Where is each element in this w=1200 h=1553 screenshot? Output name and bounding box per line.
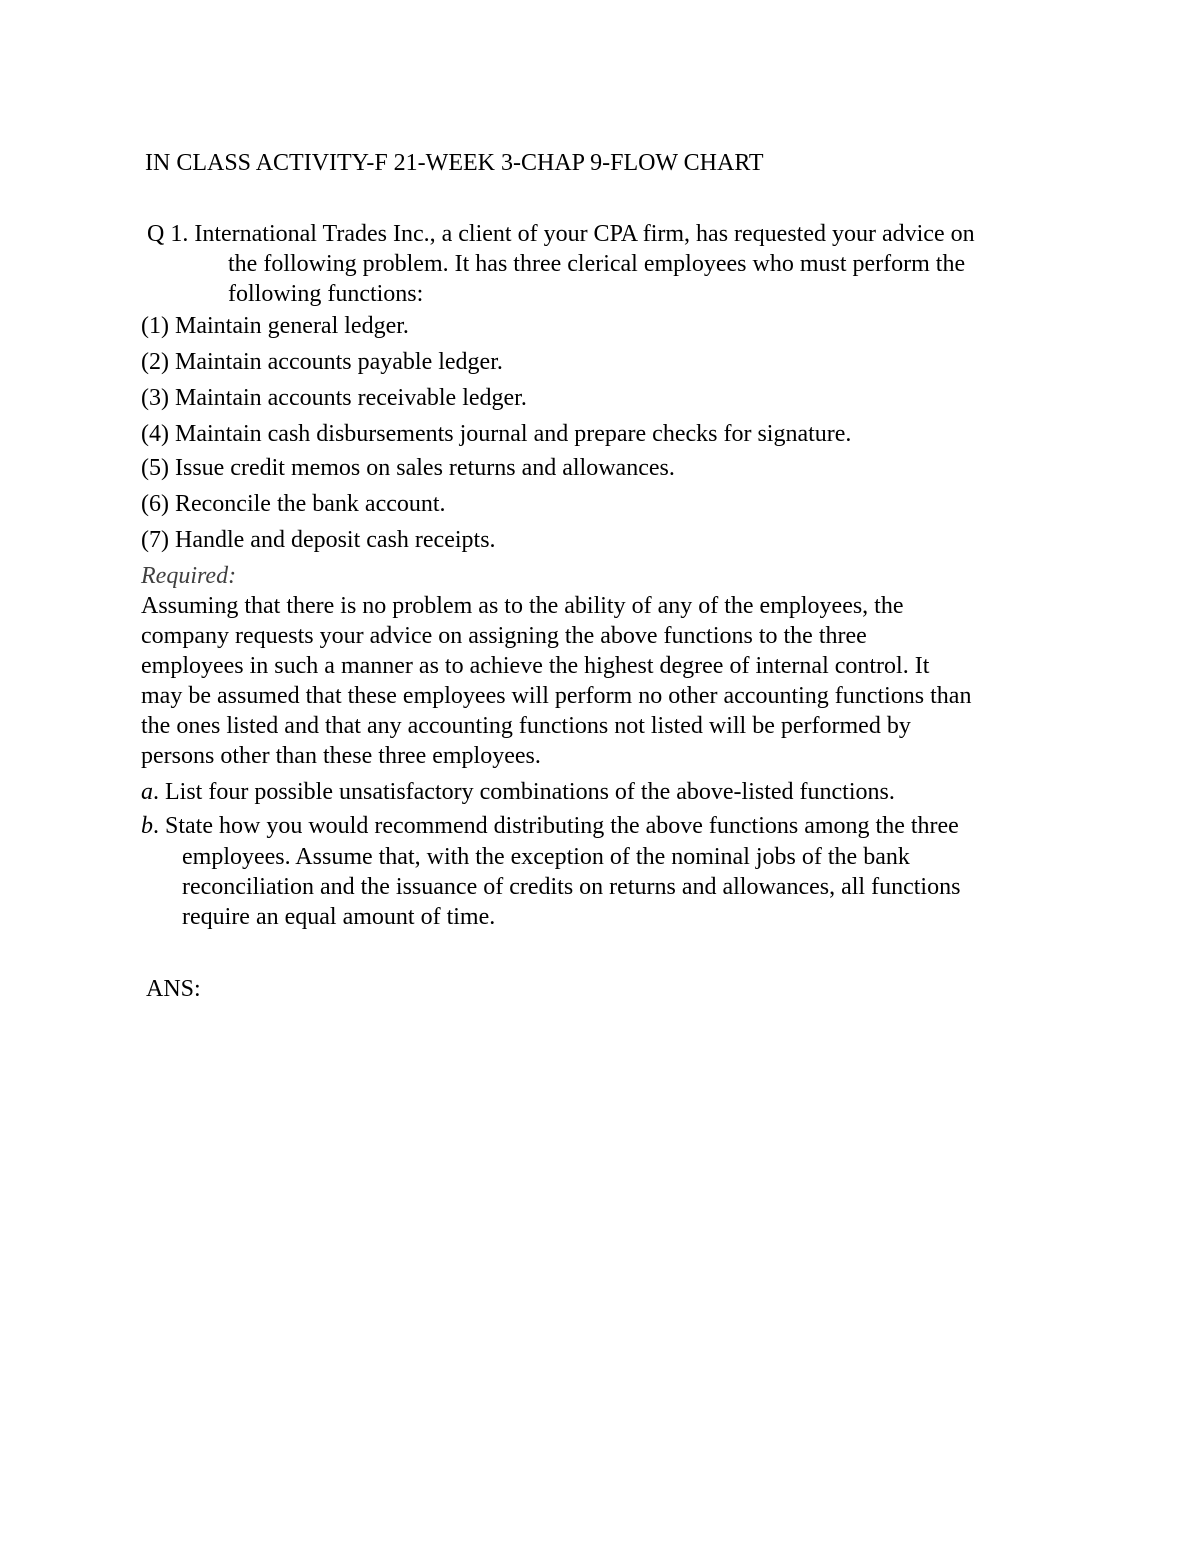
function-item-4: (4) Maintain cash disbursements journal and prepare checks for signature. [141,421,852,447]
answer-label: ANS: [146,976,201,1002]
part-b-continuation-line: employees. Assume that, with the exception of the nominal jobs of the bank [182,844,910,870]
required-paragraph-line: Assuming that there is no problem as to the ability of any of the employees, the [141,593,904,619]
required-paragraph-line: persons other than these three employees. [141,743,541,769]
part-b-continuation-line: require an equal amount of time. [182,904,496,930]
function-item-2: (2) Maintain accounts payable ledger. [141,349,503,375]
part-b-letter: b [141,813,153,839]
part-b-continuation-line: reconciliation and the issuance of credits on returns and allowances, all functions [182,874,961,900]
required-paragraph-line: employees in such a manner as to achieve the highest degree of internal control. It [141,653,930,679]
question-line-2: the following problem. It has three clerical employees who must perform the [228,251,966,277]
function-item-5: (5) Issue credit memos on sales returns and allowances. [141,455,675,481]
part-a [141,777,895,807]
part-b [141,811,959,841]
required-label: Required: [141,563,237,589]
question-line-1: Q 1. International Trades Inc., a client of your CPA firm, has requested your advice on [147,221,975,247]
part-b-text: . State how you would recommend distributing the above functions among the three [153,813,959,839]
part-a-letter: a [141,779,153,805]
question-line-3: following functions: [228,281,424,307]
required-paragraph-line: company requests your advice on assigning the above functions to the three [141,623,867,649]
page-title: IN CLASS ACTIVITY-F 21-WEEK 3-CHAP 9-FLOW CHART [145,150,764,176]
required-paragraph-line: may be assumed that these employees will perform no other accounting functions than [141,683,972,709]
function-item-6: (6) Reconcile the bank account. [141,491,446,517]
function-item-3: (3) Maintain accounts receivable ledger. [141,385,527,411]
required-paragraph-line: the ones listed and that any accounting functions not listed will be performed by [141,713,911,739]
part-a-text: . List four possible unsatisfactory combinations of the above-listed functions. [153,779,895,805]
function-item-1: (1) Maintain general ledger. [141,313,409,339]
function-item-7: (7) Handle and deposit cash receipts. [141,527,496,553]
